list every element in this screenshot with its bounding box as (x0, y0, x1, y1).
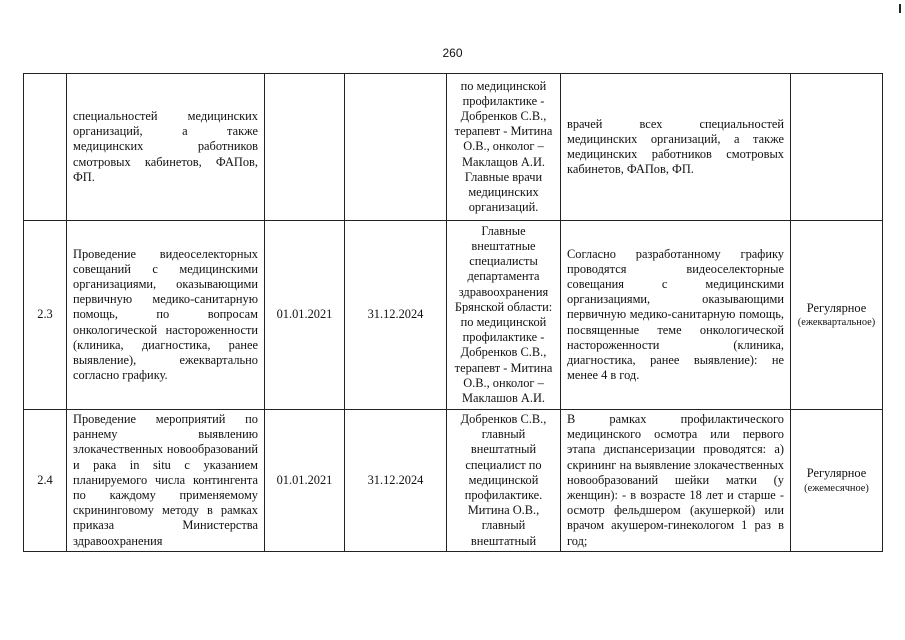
start-date (265, 74, 345, 221)
scan-edge-mark (899, 4, 901, 13)
end-date: 31.12.2024 (345, 221, 447, 410)
responsible-persons: Добренков С.В., главный внештатный специалист по медицинской профилактике. Митина О.В., главный внештатный (447, 410, 561, 552)
table-row (24, 410, 883, 552)
responsible-persons: по медицинской профилактике - Добренков С.В., терапевт - Митина О.В., онколог – Маклащов А.И. Главные врачи медицинских организаций. (447, 74, 561, 221)
periodicity-note: (ежемесячное) (804, 482, 869, 494)
activity-description: Проведение видеоселекторных совещаний с медицинскими организациями, оказывающими первичную медико-санитарную помощь, по вопросам онкологической настороженности (клиника, диагностика, ранее выявление), ежеквартально согласно графику. (67, 221, 265, 410)
row-number (24, 74, 67, 221)
page-number: 260 (442, 46, 463, 60)
periodicity (791, 221, 883, 410)
expected-result: В рамках профилактического медицинского осмотра или первого этапа диспансеризации проводятся: а) скрининг на выявление злокачественных новообразований шейки матки (у женщин): - в возрасте 18 лет и старше - осмотр фельдшером (акушеркой) или врачом акушером-гинекологом 1 раз в год; (561, 410, 791, 552)
periodicity-label: Регулярное (806, 466, 867, 481)
periodicity-note: (ежеквартальное) (797, 317, 876, 329)
periodicity (791, 410, 883, 552)
table-row (24, 74, 883, 221)
activities-table (23, 73, 883, 552)
end-date (345, 74, 447, 221)
periodicity (791, 74, 883, 221)
expected-result: врачей всех специальностей медицинских организаций, а также медицинских работников смотровых кабинетов, ФАПов, ФП. (561, 74, 791, 221)
row-number: 2.3 (24, 221, 67, 410)
periodicity-label: Регулярное (806, 300, 867, 315)
responsible-persons: Главные внештатные специалисты департамента здравоохранения Брянской области: по медицинской профилактике - Добренков С.В., терапевт - Митина О.В., онколог – Маклашов А.И. (447, 221, 561, 410)
expected-result: Согласно разработанному графику проводятся видеоселекторные совещания с медицинскими организациями, оказывающими первичную медико-санитарную помощь, посвященные теме онкологической настороженности (клиника, диагностика, ранее выявление): не менее 4 в год. (561, 221, 791, 410)
start-date: 01.01.2021 (265, 410, 345, 552)
row-number: 2.4 (24, 410, 67, 552)
end-date: 31.12.2024 (345, 410, 447, 552)
table-row (24, 221, 883, 410)
start-date: 01.01.2021 (265, 221, 345, 410)
activity-description: специальностей медицинских организаций, а также медицинских работников смотровых кабинетов, ФАПов, ФП. (67, 74, 265, 221)
activity-description: Проведение мероприятий по раннему выявлению злокачественных новообразований и рака in situ с указанием планируемого числа контингента по каждому применяемому скрининговому методу в рамках приказа Министерства здравоохранения (67, 410, 265, 552)
